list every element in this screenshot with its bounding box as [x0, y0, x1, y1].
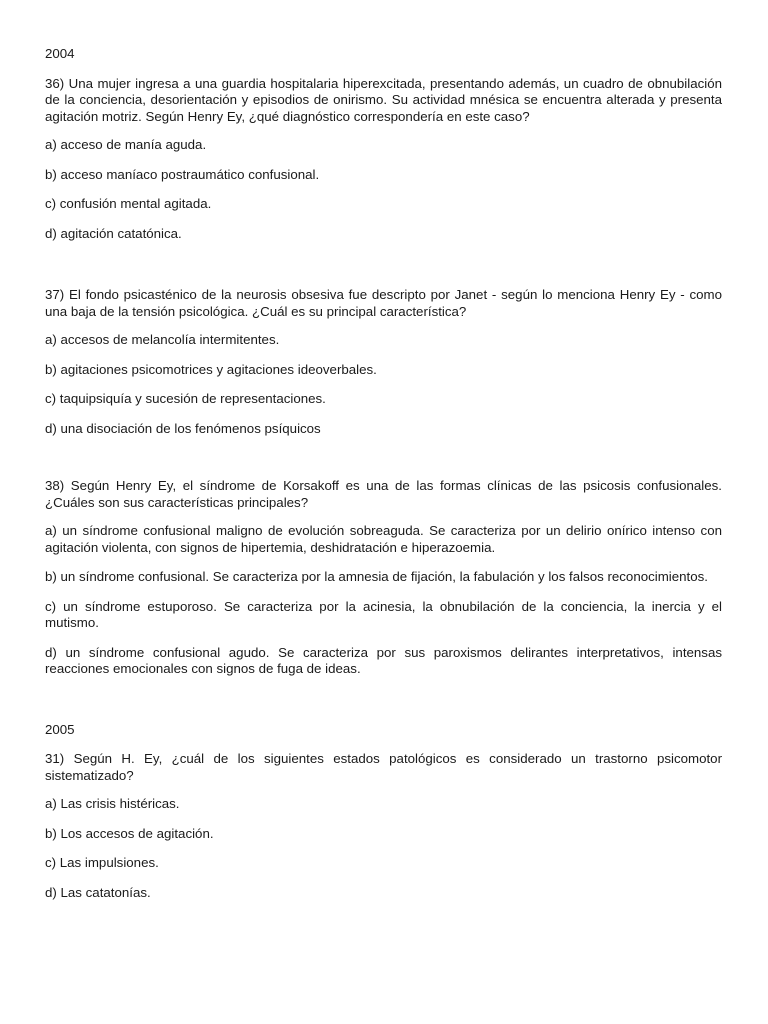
- question-block: [45, 751, 722, 901]
- answer-option: c) un síndrome estuporoso. Se caracteriza por la acinesia, la obnubilación de la conciencia, la inercia y el mutismo.: [45, 598, 722, 630]
- answer-option: d) un síndrome confusional agudo. Se caracteriza por sus paroxismos delirantes interpretativos, intensas reacciones emocionales con signos de fuga de ideas.: [45, 644, 722, 676]
- spacer: [45, 691, 722, 722]
- answer-option: c) confusión mental agitada.: [45, 196, 212, 211]
- spacer: [45, 255, 722, 287]
- answer-option: b) un síndrome confusional. Se caracteriza por la amnesia de fijación, la fabulación y los falsos reconocimientos.: [45, 569, 708, 584]
- answer-option: a) un síndrome confusional maligno de evolución sobreaguda. Se caracteriza por un delirio onírico intenso con agitación violenta, con signos de hipertemia, deshidratación e hiperazoemia.: [45, 523, 722, 555]
- answer-option: b) Los accesos de agitación.: [45, 825, 214, 841]
- question-text: 37) El fondo psicasténico de la neurosis obsesiva fue descripto por Janet - según lo menciona Henry Ey - como una baja de la tensión psicológica. ¿Cuál es su principal característica?: [45, 287, 722, 319]
- answer-option: a) acceso de manía aguda.: [45, 137, 207, 152]
- question-block: [45, 287, 722, 437]
- section-year: 2005: [45, 721, 75, 737]
- answer-option: a) Las crisis histéricas.: [45, 796, 180, 811]
- answer-option: a) accesos de melancolía intermitentes.: [45, 332, 280, 347]
- spacer: [45, 450, 722, 478]
- answer-option: c) taquipsiquía y sucesión de representaciones.: [45, 391, 326, 406]
- document-page: [45, 46, 722, 914]
- answer-option: d) Las catatonías.: [45, 884, 151, 900]
- question-text: 31) Según H. Ey, ¿cuál de los siguientes estados patológicos es considerado un trastorno psicomotor sistematizado?: [45, 751, 722, 783]
- answer-option: d) agitación catatónica.: [45, 225, 182, 241]
- question-block: [45, 76, 722, 243]
- question-block: [45, 478, 722, 678]
- section-year: 2004: [45, 46, 75, 61]
- question-text: 36) Una mujer ingresa a una guardia hospitalaria hiperexcitada, presentando además, un cuadro de obnubilación de la conciencia, desorientación y episodios de onirismo. Su actividad mnésica se encuentra alterada y presenta agitación motriz. Según Henry Ey, ¿qué diagnóstico correspondería en este caso?: [45, 75, 722, 124]
- answer-option: d) una disociación de los fenómenos psíquicos: [45, 420, 321, 436]
- answer-option: b) agitaciones psicomotrices y agitaciones ideoverbales.: [45, 361, 377, 377]
- question-text: 38) Según Henry Ey, el síndrome de Korsakoff es una de las formas clínicas de las psicosis confusionales. ¿Cuáles son sus características principales?: [45, 478, 722, 510]
- answer-option: c) Las impulsiones.: [45, 855, 159, 870]
- answer-option: b) acceso maníaco postraumático confusional.: [45, 166, 320, 182]
